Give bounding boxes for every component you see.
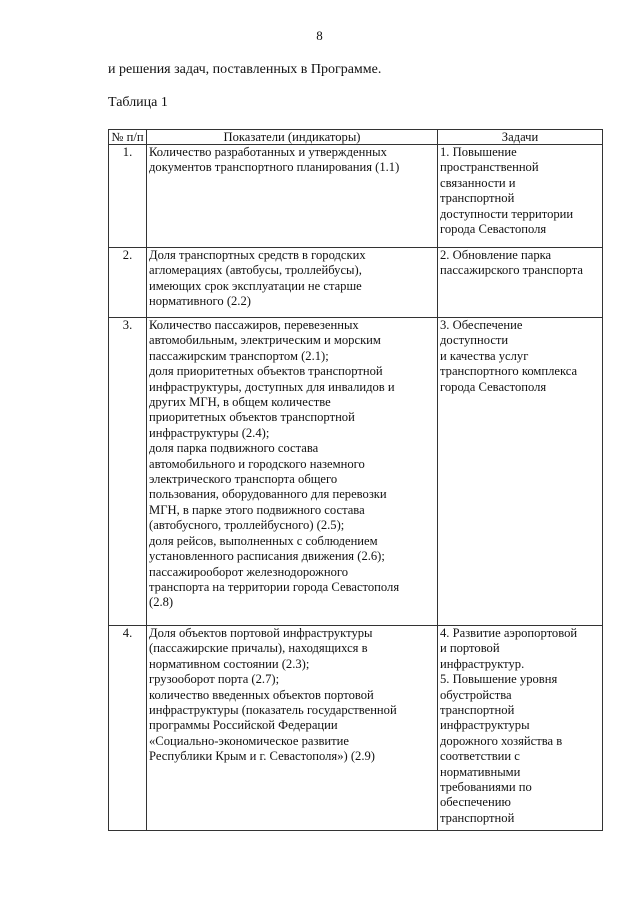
table-row: [109, 318, 603, 626]
tasks-cell: [438, 318, 603, 626]
table-header-row: [109, 130, 603, 145]
indicators-cell: [147, 318, 438, 626]
task-line: и портовой: [440, 641, 500, 656]
header-tasks: Задачи: [438, 130, 603, 145]
indicator-line: Республики Крым и г. Севастополя») (2.9): [149, 749, 375, 764]
tasks-cell: [438, 145, 603, 248]
indicator-line: Количество разработанных и утвержденных: [149, 145, 387, 159]
indicators-cell: [147, 145, 438, 248]
indicator-line: имеющих срок эксплуатации не старше: [149, 278, 362, 293]
task-line: 1. Повышение: [440, 145, 517, 159]
indicator-line: пассажирским транспортом (2.1);: [149, 348, 329, 363]
indicators-table: [108, 129, 603, 831]
indicator-line: пассажирооборот железнодорожного: [149, 564, 349, 579]
intro-text: и решения задач, поставленных в Программе.: [108, 62, 382, 77]
indicator-line: автомобильным, электрическим и морским: [149, 333, 381, 348]
table-row: [109, 145, 603, 248]
indicator-line: Доля транспортных средств в городских: [149, 248, 366, 262]
task-line: требованиями по: [440, 780, 532, 795]
task-line: 4. Развитие аэропортовой: [440, 626, 578, 640]
task-line: пространственной: [440, 160, 539, 175]
indicator-line: транспорта на территории города Севастополя: [149, 579, 400, 594]
indicator-line: нормативного (2.2): [149, 294, 251, 309]
indicator-line: грузооборот порта (2.7);: [149, 672, 280, 687]
table-caption: Таблица 1: [108, 95, 168, 110]
indicator-line: доля приоритетных объектов транспортной: [149, 364, 383, 379]
indicator-line: (2.8): [149, 595, 174, 610]
task-line: пассажирского транспорта: [440, 263, 583, 278]
indicator-line: нормативном состоянии (2.3);: [149, 656, 310, 671]
indicator-line: (пассажирские причалы), находящихся в: [149, 641, 368, 656]
indicator-line: электрического транспорта общего: [149, 472, 338, 487]
row-number: 3.: [109, 318, 147, 626]
task-line: нормативными: [440, 764, 521, 779]
task-line: города Севастополя: [440, 222, 547, 237]
task-line: транспортного комплекса: [440, 364, 578, 379]
header-indicators: Показатели (индикаторы): [147, 130, 438, 145]
header-number: № п/п: [109, 130, 147, 145]
indicator-line: инфраструктуры (2.4);: [149, 425, 270, 440]
task-line: и качества услуг: [440, 348, 529, 363]
indicator-line: доля парка подвижного состава: [149, 441, 319, 456]
task-line: доступности: [440, 333, 509, 348]
table-row: [109, 626, 603, 831]
task-line: инфраструктуры: [440, 718, 530, 733]
indicator-line: Количество пассажиров, перевезенных: [149, 318, 359, 332]
indicators-cell: [147, 248, 438, 318]
indicator-line: доля рейсов, выполненных с соблюдением: [149, 533, 378, 548]
task-line: дорожного хозяйства в: [440, 733, 563, 748]
task-line: обустройства: [440, 687, 512, 702]
indicators-cell: [147, 626, 438, 831]
indicator-line: инфраструктуры (показатель государственной: [149, 703, 397, 718]
tasks-cell: [438, 626, 603, 831]
indicator-line: «Социально-экономическое развитие: [149, 733, 349, 748]
row-number: 1.: [109, 145, 147, 248]
task-line: транспортной: [440, 810, 515, 825]
task-line: 3. Обеспечение: [440, 318, 523, 332]
task-line: связанности и: [440, 175, 516, 190]
indicator-line: инфраструктуры, доступных для инвалидов и: [149, 379, 395, 394]
indicator-line: количество введенных объектов портовой: [149, 687, 374, 702]
task-line: обеспечению: [440, 795, 511, 810]
page-number: 8: [316, 28, 323, 43]
task-line: города Севастополя: [440, 379, 547, 394]
indicator-line: автомобильного и городского наземного: [149, 456, 365, 471]
row-number: 4.: [109, 626, 147, 831]
task-line: соответствии с: [440, 749, 520, 764]
task-line: 2. Обновление парка: [440, 248, 552, 262]
task-line: 5. Повышение уровня: [440, 672, 558, 687]
indicator-line: других МГН, в общем количестве: [149, 395, 331, 410]
task-line: транспортной: [440, 703, 515, 718]
task-line: доступности территории: [440, 206, 574, 221]
indicator-line: программы Российской Федерации: [149, 718, 338, 733]
table-row: [109, 248, 603, 318]
indicator-line: (автобусного, троллейбусного) (2.5);: [149, 518, 345, 533]
indicator-line: приоритетных объектов транспортной: [149, 410, 355, 425]
row-number: 2.: [109, 248, 147, 318]
indicator-line: пользования, оборудованного для перевозки: [149, 487, 387, 502]
indicator-line: МГН, в парке этого подвижного состава: [149, 502, 365, 517]
task-line: инфраструктур.: [440, 656, 525, 671]
task-line: транспортной: [440, 191, 515, 206]
indicator-line: агломерациях (автобусы, троллейбусы),: [149, 263, 362, 278]
indicator-line: установленного расписания движения (2.6);: [149, 549, 385, 564]
indicator-line: Доля объектов портовой инфраструктуры: [149, 626, 373, 640]
indicator-line: документов транспортного планирования (1.1): [149, 160, 400, 175]
tasks-cell: [438, 248, 603, 318]
